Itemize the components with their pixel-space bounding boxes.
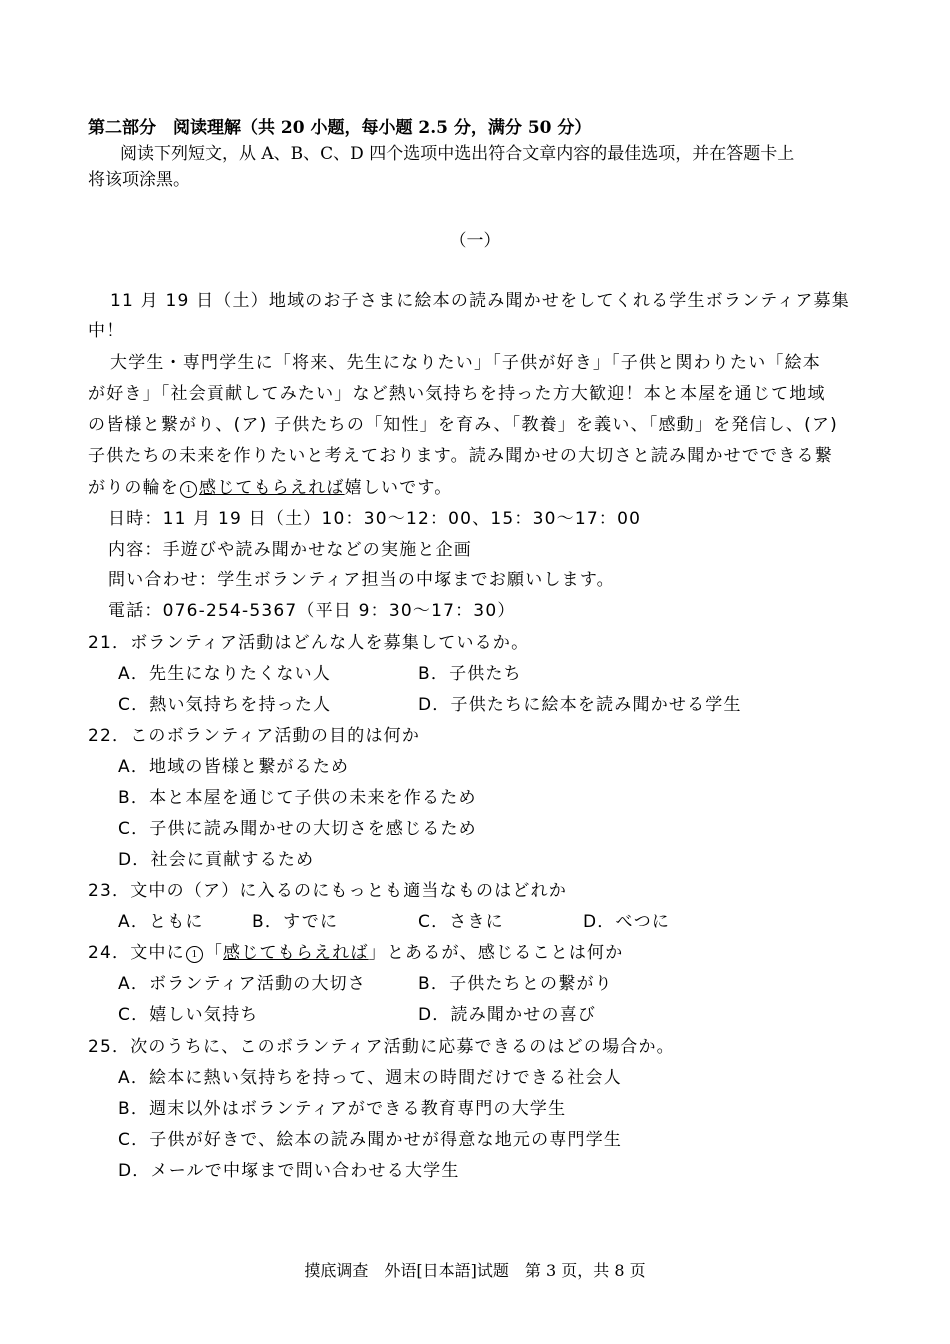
q24-option-a: A．ボランティア活動の大切さ: [118, 974, 367, 994]
passage-p2-line-2: が好き」「社会貢献してみたい」など熱い気持ちを持った方大歓迎！本と本屋を通じて地域: [88, 384, 826, 404]
q24-stem-pre: 24．文中に: [88, 943, 185, 963]
underlined-phrase: 感じてもらえれば: [199, 478, 345, 498]
line5-post: 嬉しいです。: [344, 478, 453, 498]
q23-option-c: C．さきに: [418, 912, 504, 932]
q25-option-a: A．絵本に熱い気持ちを持って、週末の時間だけできる社会人: [118, 1068, 622, 1088]
passage-p1-line-2: 中！: [88, 321, 125, 341]
q21-option-b: B．子供たち: [418, 664, 522, 684]
q22-option-b: B．本と本屋を通じて子供の未来を作るため: [118, 788, 477, 808]
q22-option-a: A．地域の皆様と繋がるため: [118, 757, 350, 777]
circled-number-1: 1: [180, 481, 197, 498]
question-23-stem: 23．文中の（ア）に入るのにもっとも適当なものはどれか: [88, 881, 568, 901]
q23-option-a: A．ともに: [118, 912, 204, 932]
q23-option-d: D．べつに: [583, 912, 671, 932]
passage-p2-line-4: 子供たちの未来を作りたいと考えております。読み聞かせの大切さと読み聞かせでできる繋: [88, 446, 833, 466]
event-phone: 電話：076-254-5367（平日 9：30〜17：30）: [108, 601, 516, 621]
question-25-stem: 25．次のうちに、このボランティア活動に応募できるのはどの場合か。: [88, 1037, 675, 1057]
event-inquiry: 問い合わせ：学生ボランティア担当の中塚までお願いします。: [108, 570, 615, 590]
event-content: 内容：手遊びや読み聞かせなどの実施と企画: [108, 540, 472, 560]
passage-number: （一）: [449, 231, 501, 251]
passage-p1-line-1: 11 月 19 日（土）地域のお子さまに絵本の読み聞かせをしてくれる学生ボランティア募集: [110, 291, 850, 311]
instruction-line-2: 将该项涂黑。: [88, 170, 190, 190]
page-footer: 摸底调查 外语[日本語]试题 第 3 页，共 8 页: [304, 1261, 646, 1280]
circled-number-1: 1: [186, 946, 203, 963]
q22-option-d: D．社会に貢献するため: [118, 850, 315, 870]
q24-underlined-phrase: 感じてもらえれば: [223, 943, 369, 963]
q21-option-a: A．先生になりたくない人: [118, 664, 332, 684]
line5-pre: がりの輪を: [88, 478, 179, 498]
question-22-stem: 22．このボランティア活動の目的は何か: [88, 726, 421, 746]
instruction-line-1: 阅读下列短文，从 A、B、C、D 四个选项中选出符合文章内容的最佳选项，并在答题卡上: [120, 144, 795, 164]
q25-option-b: B．週末以外はボランティアができる教育専門の大学生: [118, 1099, 567, 1119]
q23-option-b: B．すでに: [252, 912, 339, 932]
question-24-stem: [88, 942, 623, 964]
passage-p2-line-5: [88, 477, 452, 499]
question-21-stem: 21．ボランティア活動はどんな人を募集しているか。: [88, 633, 530, 653]
q24-option-b: B．子供たちとの繋がり: [418, 974, 613, 994]
q21-option-c: C．熱い気持ちを持った人: [118, 695, 332, 715]
q24-option-c: C．嬉しい気持ち: [118, 1005, 259, 1025]
section-title: 第二部分 阅读理解（共 20 小题，每小题 2.5 分，满分 50 分）: [88, 118, 592, 138]
passage-p2-line-1: 大学生・専門学生に「将来、先生になりたい」「子供が好き」「子供と関わりたい「絵本: [110, 353, 821, 373]
q24-option-d: D．読み聞かせの喜び: [418, 1005, 597, 1025]
q21-option-d: D．子供たちに絵本を読み聞かせる学生: [418, 695, 742, 715]
q24-quote-open: 「: [204, 943, 224, 963]
q25-option-c: C．子供が好きで、絵本の読み聞かせが得意な地元の専門学生: [118, 1130, 623, 1150]
event-date: 日時：11 月 19 日（土）10：30〜12：00、15：30〜17：00: [108, 509, 642, 529]
passage-p2-line-3: の皆様と繋がり、(ア) 子供たちの「知性」を育み、「教養」を義い、「感動」を発信し、(ア): [88, 415, 838, 435]
q25-option-d: D．メールで中塚まで問い合わせる大学生: [118, 1161, 460, 1181]
q24-stem-post: 」とあるが、感じることは何か: [368, 943, 624, 963]
q22-option-c: C．子供に読み聞かせの大切さを感じるため: [118, 819, 477, 839]
